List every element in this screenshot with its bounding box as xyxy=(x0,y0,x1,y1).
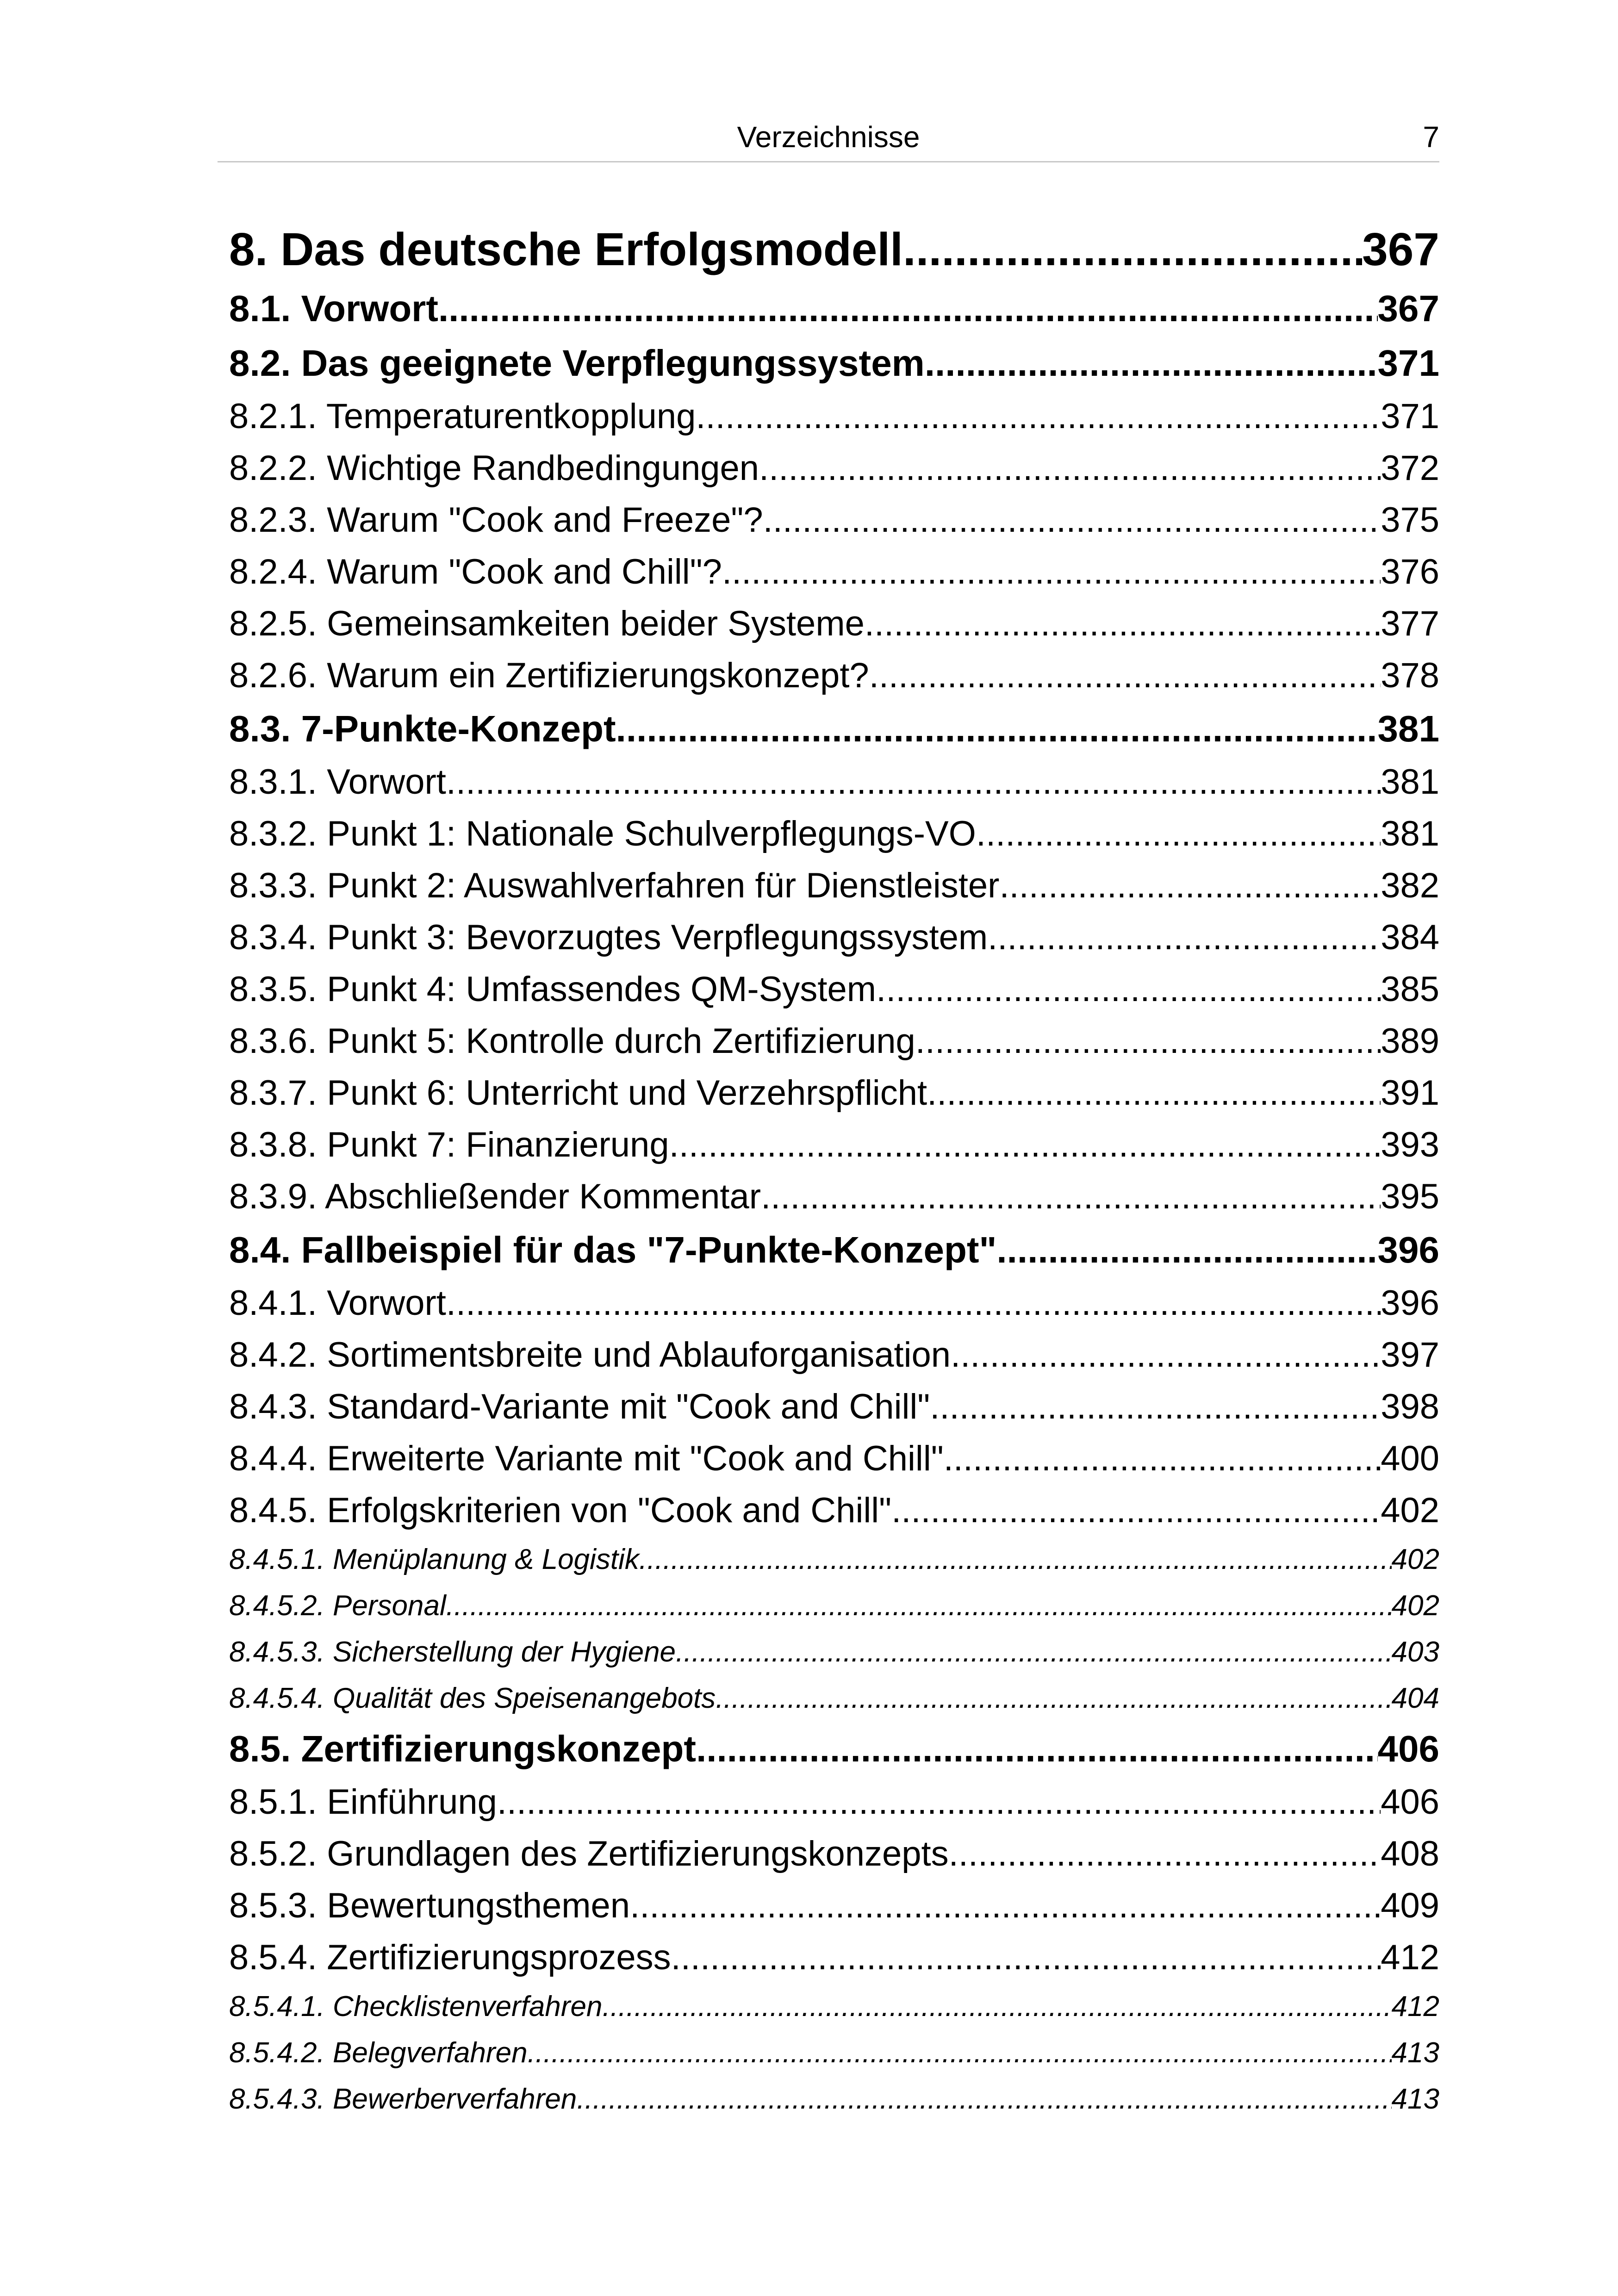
toc-entry-8-5-4 xyxy=(229,1932,1439,1984)
toc-entry-title: 8.4.5.1. Menüplanung & Logistik xyxy=(229,1543,639,1575)
toc-entry-8-3-7 xyxy=(229,1067,1439,1119)
toc-dot-leader xyxy=(988,912,1381,964)
toc-entry-title: 8.4.1. Vorwort xyxy=(229,1283,446,1323)
toc-entry-title: 8.5.2. Grundlagen des Zertifizierungskonzepts xyxy=(229,1834,949,1873)
toc-entry-8-3-8 xyxy=(229,1119,1439,1171)
toc-entry-8-5-4-3 xyxy=(229,2076,1439,2122)
toc-entry-page: 396 xyxy=(1381,1283,1439,1323)
toc-entry-title: 8.5.3. Bewertungsthemen xyxy=(229,1886,630,1925)
toc-entry-page: 409 xyxy=(1381,1886,1439,1925)
toc-dot-leader xyxy=(577,2076,1391,2122)
toc-entry-title: 8.2.3. Warum "Cook and Freeze"? xyxy=(229,500,763,540)
toc-entry-title: 8.3.2. Punkt 1: Nationale Schulverpflegungs-VO xyxy=(229,814,976,853)
toc-entry-8-3-9 xyxy=(229,1171,1439,1223)
toc-entry-8-2 xyxy=(229,336,1439,391)
toc-dot-leader xyxy=(716,1675,1391,1722)
toc-entry-title: 8.4.5.2. Personal xyxy=(229,1590,446,1622)
toc-entry-8-1 xyxy=(229,281,1439,336)
toc-dot-leader xyxy=(927,1067,1381,1119)
toc-entry-title: 8.5.4.1. Checklistenverfahren xyxy=(229,1991,603,2022)
toc-entry-8-5-1 xyxy=(229,1776,1439,1828)
toc-entry-page: 378 xyxy=(1381,656,1439,695)
toc-entry-page: 400 xyxy=(1381,1439,1439,1478)
toc-entry-8-4-1 xyxy=(229,1277,1439,1329)
toc-entry-page: 371 xyxy=(1381,397,1439,436)
toc-entry-page: 398 xyxy=(1381,1387,1439,1426)
toc-dot-leader xyxy=(759,442,1381,494)
toc-entry-title: 8.3.3. Punkt 2: Auswahlverfahren für Dienstleister xyxy=(229,866,1000,905)
toc-entry-title: 8.2.4. Warum "Cook and Chill"? xyxy=(229,552,722,591)
toc-entry-8-4-5-2 xyxy=(229,1583,1439,1629)
toc-dot-leader xyxy=(925,336,1378,391)
toc-entry-title: 8.2. Das geeignete Verpflegungssystem xyxy=(229,342,925,384)
toc-entry-8-2-6 xyxy=(229,650,1439,702)
toc-entry-page: 402 xyxy=(1391,1590,1439,1622)
toc-dot-leader xyxy=(763,494,1381,546)
toc-dot-leader xyxy=(446,1277,1381,1329)
toc-entry-8-5-4-2 xyxy=(229,2030,1439,2076)
toc-entry-page: 397 xyxy=(1381,1335,1439,1375)
toc-entry-title: 8.2.2. Wichtige Randbedingungen xyxy=(229,448,759,488)
toc-dot-leader xyxy=(446,756,1381,808)
toc-entry-8-3-2 xyxy=(229,808,1439,860)
toc-entry-page: 389 xyxy=(1381,1021,1439,1061)
toc-entry-title: 8.2.6. Warum ein Zertifizierungskonzept? xyxy=(229,656,869,695)
toc-entry-page: 395 xyxy=(1381,1177,1439,1216)
toc-entry-title: 8.2.5. Gemeinsamkeiten beider Systeme xyxy=(229,604,865,643)
toc-entry-title: 8.4. Fallbeispiel für das "7-Punkte-Konzept" xyxy=(229,1229,997,1270)
toc-entry-page: 412 xyxy=(1381,1938,1439,1977)
toc-dot-leader xyxy=(761,1171,1381,1223)
toc-entry-title: 8. Das deutsche Erfolgsmodell xyxy=(229,224,903,275)
toc-dot-leader xyxy=(996,1223,1377,1277)
toc-entry-page: 385 xyxy=(1381,970,1439,1009)
toc-entry-8-4-2 xyxy=(229,1329,1439,1381)
toc-entry-title: 8.5.4.2. Belegverfahren xyxy=(229,2037,528,2069)
toc-dot-leader xyxy=(930,1381,1381,1433)
toc-dot-leader xyxy=(676,1629,1392,1675)
toc-entry-title: 8.3. 7-Punkte-Konzept xyxy=(229,708,616,749)
toc-entry-8-5-2 xyxy=(229,1828,1439,1880)
toc-entry-page: 402 xyxy=(1381,1491,1439,1530)
toc-entry-8-4-5 xyxy=(229,1485,1439,1537)
toc-entry-8-2-5 xyxy=(229,598,1439,650)
toc-entry-8-3-3 xyxy=(229,860,1439,912)
toc-dot-leader xyxy=(865,598,1381,650)
toc-entry-page: 377 xyxy=(1381,604,1439,643)
toc-dot-leader xyxy=(438,281,1378,336)
toc-entry-title: 8.3.7. Punkt 6: Unterricht und Verzehrspflicht xyxy=(229,1073,927,1113)
toc-entry-page: 404 xyxy=(1391,1682,1439,1714)
toc-entry-8-5-3 xyxy=(229,1880,1439,1932)
toc-entry-page: 367 xyxy=(1362,224,1439,275)
toc-dot-leader xyxy=(944,1433,1381,1485)
toc-entry-page: 375 xyxy=(1381,500,1439,540)
toc-entry-8-4 xyxy=(229,1223,1439,1277)
running-header-page-number: 7 xyxy=(1423,120,1439,154)
toc-entry-8-4-5-1 xyxy=(229,1537,1439,1583)
toc-dot-leader xyxy=(696,1722,1377,1776)
toc-entry-8-4-5-3 xyxy=(229,1629,1439,1675)
toc-entry-page: 403 xyxy=(1391,1636,1439,1668)
toc-entry-8-3-5 xyxy=(229,964,1439,1015)
toc-entry-page: 393 xyxy=(1381,1125,1439,1164)
toc-dot-leader xyxy=(976,808,1381,860)
toc-entry-page: 402 xyxy=(1391,1543,1439,1575)
toc-entry-8-3-6 xyxy=(229,1015,1439,1067)
toc-entry-page: 376 xyxy=(1381,552,1439,591)
toc-dot-leader xyxy=(891,1485,1381,1537)
toc-entry-8-2-1 xyxy=(229,391,1439,442)
toc-dot-leader xyxy=(616,702,1378,756)
toc-entry-8-5-4-1 xyxy=(229,1984,1439,2030)
toc-entry-8-4-4 xyxy=(229,1433,1439,1485)
toc-entry-title: 8.3.9. Abschließender Kommentar xyxy=(229,1177,761,1216)
toc-entry-title: 8.3.6. Punkt 5: Kontrolle durch Zertifizierung xyxy=(229,1021,915,1061)
toc-dot-leader xyxy=(696,391,1381,442)
running-header xyxy=(218,115,1439,162)
toc-entry-title: 8.5.1. Einführung xyxy=(229,1782,497,1822)
toc-entry-chapter-8 xyxy=(229,218,1439,281)
toc-entry-title: 8.4.4. Erweiterte Variante mit "Cook and Chill" xyxy=(229,1439,944,1478)
toc-dot-leader xyxy=(951,1329,1381,1381)
toc-entry-title: 8.5.4.3. Bewerberverfahren xyxy=(229,2083,577,2115)
toc-dot-leader xyxy=(602,1984,1391,2030)
toc-entry-title: 8.2.1. Temperaturentkopplung xyxy=(229,397,696,436)
toc-entry-8-4-5-4 xyxy=(229,1675,1439,1722)
toc-entry-page: 371 xyxy=(1377,342,1439,384)
toc-entry-title: 8.3.8. Punkt 7: Finanzierung xyxy=(229,1125,669,1164)
toc-entry-8-2-4 xyxy=(229,546,1439,598)
toc-entry-8-5 xyxy=(229,1722,1439,1776)
toc-entry-title: 8.4.5.3. Sicherstellung der Hygiene xyxy=(229,1636,676,1668)
toc-entry-title: 8.4.5. Erfolgskriterien von "Cook and Chill" xyxy=(229,1491,892,1530)
toc-entry-title: 8.4.2. Sortimentsbreite und Ablauforganisation xyxy=(229,1335,951,1375)
toc-entry-page: 367 xyxy=(1377,288,1439,329)
toc-entry-page: 406 xyxy=(1381,1782,1439,1822)
toc-dot-leader xyxy=(497,1776,1381,1828)
toc-dot-leader xyxy=(669,1119,1381,1171)
toc-entry-8-3 xyxy=(229,702,1439,756)
toc-entry-title: 8.1. Vorwort xyxy=(229,288,438,329)
toc-entry-8-4-3 xyxy=(229,1381,1439,1433)
toc-dot-leader xyxy=(999,860,1381,912)
toc-entry-title: 8.3.1. Vorwort xyxy=(229,762,446,802)
toc-entry-title: 8.3.5. Punkt 4: Umfassendes QM-System xyxy=(229,970,877,1009)
toc-dot-leader xyxy=(869,650,1381,702)
toc-dot-leader xyxy=(915,1015,1381,1067)
toc-dot-leader xyxy=(639,1537,1392,1583)
toc-entry-page: 381 xyxy=(1381,814,1439,853)
table-of-contents xyxy=(229,218,1439,2122)
toc-entry-page: 408 xyxy=(1381,1834,1439,1873)
running-header-title: Verzeichnisse xyxy=(737,120,920,154)
toc-dot-leader xyxy=(949,1828,1381,1880)
toc-entry-title: 8.4.5.4. Qualität des Speisenangebots xyxy=(229,1682,716,1714)
toc-entry-page: 396 xyxy=(1377,1229,1439,1270)
toc-entry-page: 391 xyxy=(1381,1073,1439,1113)
toc-entry-title: 8.5.4. Zertifizierungsprozess xyxy=(229,1938,671,1977)
toc-dot-leader xyxy=(630,1880,1381,1932)
toc-dot-leader xyxy=(876,964,1381,1015)
toc-entry-page: 413 xyxy=(1391,2083,1439,2115)
toc-dot-leader xyxy=(903,218,1362,281)
toc-entry-title: 8.5. Zertifizierungskonzept xyxy=(229,1728,697,1769)
toc-entry-page: 412 xyxy=(1391,1991,1439,2022)
toc-dot-leader xyxy=(528,2030,1392,2076)
toc-entry-page: 381 xyxy=(1377,708,1439,749)
toc-dot-leader xyxy=(446,1583,1392,1629)
toc-entry-page: 382 xyxy=(1381,866,1439,905)
toc-entry-8-3-1 xyxy=(229,756,1439,808)
toc-entry-8-2-2 xyxy=(229,442,1439,494)
toc-entry-8-2-3 xyxy=(229,494,1439,546)
toc-entry-page: 372 xyxy=(1381,448,1439,488)
toc-entry-page: 384 xyxy=(1381,918,1439,957)
toc-entry-page: 406 xyxy=(1377,1728,1439,1769)
toc-entry-title: 8.3.4. Punkt 3: Bevorzugtes Verpflegungssystem xyxy=(229,918,988,957)
toc-entry-8-3-4 xyxy=(229,912,1439,964)
toc-entry-page: 381 xyxy=(1381,762,1439,802)
toc-entry-page: 413 xyxy=(1391,2037,1439,2069)
toc-dot-leader xyxy=(722,546,1381,598)
toc-entry-title: 8.4.3. Standard-Variante mit "Cook and Chill" xyxy=(229,1387,930,1426)
toc-dot-leader xyxy=(671,1932,1381,1984)
